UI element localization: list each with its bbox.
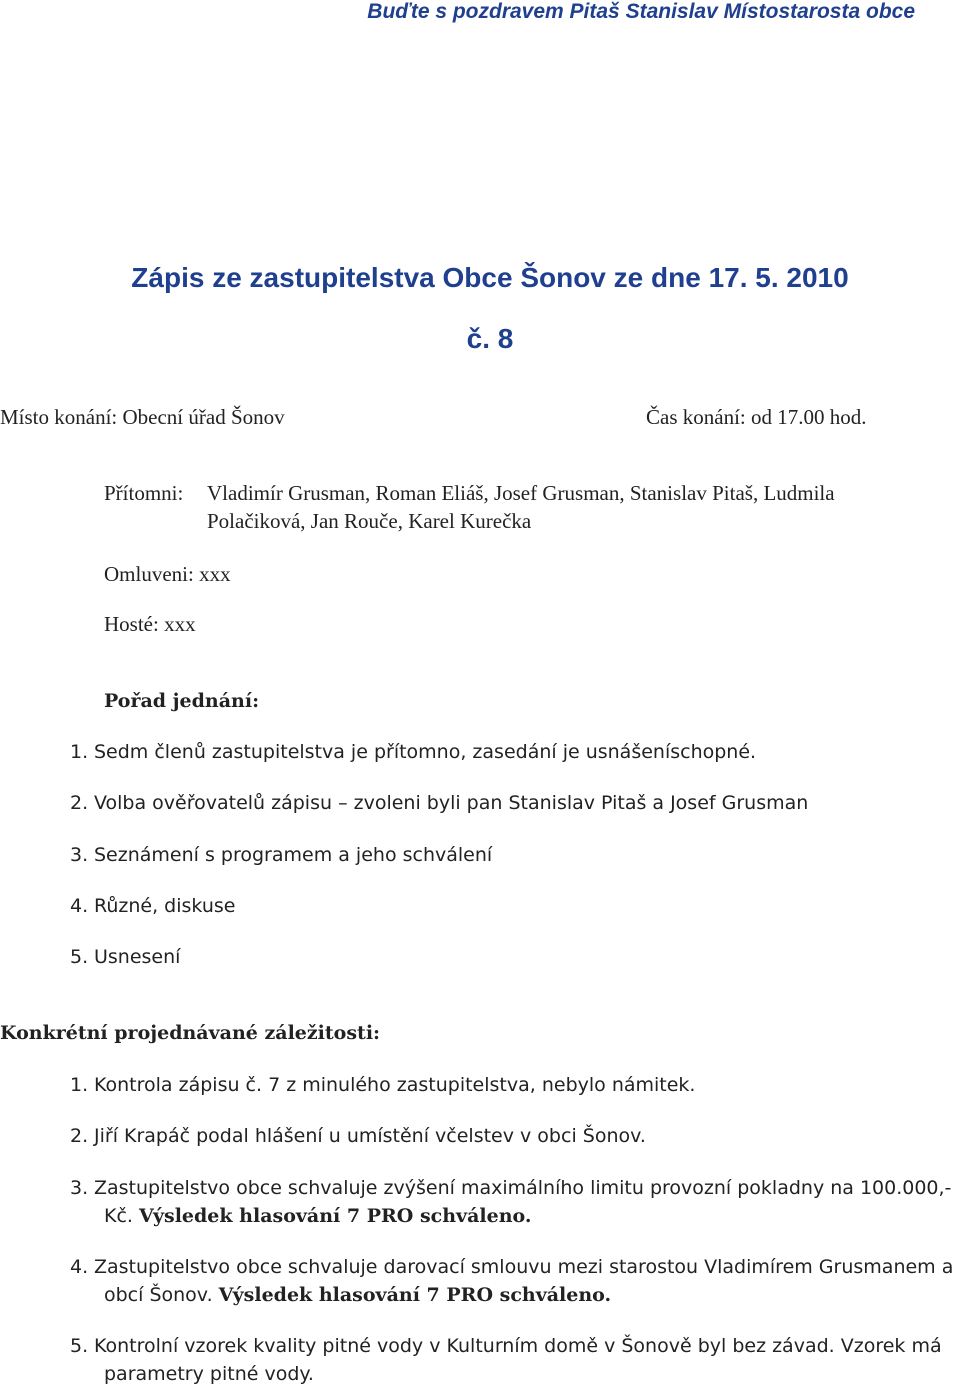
matter-item-number: 4. bbox=[70, 1256, 89, 1278]
vote-result: Výsledek hlasování 7 PRO schváleno. bbox=[139, 1205, 532, 1227]
agenda-item-number: 4. bbox=[70, 895, 89, 917]
matter-item-text: Zastupitelstvo obce schvaluje zvýšení maximálního limitu provozní pokladny na 100.000,- bbox=[94, 1177, 952, 1199]
matter-item-text: Zastupitelstvo obce schvaluje darovací smlouvu mezi starostou Vladimírem Grusmanem a bbox=[94, 1256, 954, 1278]
document-title: Zápis ze zastupitelstva Obce Šonov ze dne 17. 5. 2010 bbox=[131, 262, 849, 293]
present-names-line-2: Polačiková, Jan Rouče, Karel Kurečka bbox=[207, 509, 532, 533]
matter-item bbox=[70, 1125, 646, 1147]
matter-item-number: 2. bbox=[70, 1125, 89, 1147]
agenda-item-number: 2. bbox=[70, 792, 89, 814]
agenda-item-number: 5. bbox=[70, 946, 89, 968]
agenda-item bbox=[70, 844, 492, 866]
closing-greeting: Buďte s pozdravem Pitaš Stanislav Místostarosta obce bbox=[367, 0, 915, 23]
agenda-item bbox=[70, 946, 180, 968]
agenda-item bbox=[70, 741, 756, 763]
agenda-item-number: 3. bbox=[70, 844, 89, 866]
matter-item-text: Jiří Krapáč podal hlášení u umístění včelstev v obci Šonov. bbox=[94, 1125, 646, 1147]
matter-item bbox=[70, 1074, 695, 1096]
matter-item-number: 5. bbox=[70, 1335, 89, 1357]
agenda-item-text: Volba ověřovatelů zápisu – zvoleni byli pan Stanislav Pitaš a Josef Grusman bbox=[94, 792, 809, 814]
matter-item bbox=[70, 1256, 953, 1278]
matter-item-text: Kontrolní vzorek kvality pitné vody v Kulturním domě v Šonově byl bez závad. Vzorek má bbox=[94, 1335, 942, 1357]
matter-item-text: Kontrola zápisu č. 7 z minulého zastupitelstva, nebylo námitek. bbox=[94, 1074, 696, 1096]
meeting-place: Místo konání: Obecní úřad Šonov bbox=[0, 405, 285, 429]
agenda-item-text: Různé, diskuse bbox=[94, 895, 236, 917]
present-names-line-1: Vladimír Grusman, Roman Eliáš, Josef Grusman, Stanislav Pitaš, Ludmila bbox=[207, 481, 835, 505]
matter-item-number: 1. bbox=[70, 1074, 89, 1096]
guests-line: Hosté: xxx bbox=[104, 612, 196, 636]
matters-heading: Konkrétní projednávané záležitosti: bbox=[0, 1022, 381, 1044]
vote-result: Výsledek hlasování 7 PRO schváleno. bbox=[218, 1284, 612, 1306]
agenda-item-text: Sedm členů zastupitelstva je přítomno, zasedání je usnášeníschopné. bbox=[94, 741, 757, 763]
document-number: č. 8 bbox=[466, 323, 514, 354]
agenda-item-number: 1. bbox=[70, 741, 89, 763]
matter-item-text: obcí Šonov. bbox=[104, 1284, 213, 1306]
matter-item bbox=[70, 1177, 951, 1199]
matter-item-number: 3. bbox=[70, 1177, 89, 1199]
meeting-time: Čas konání: od 17.00 hod. bbox=[646, 405, 867, 429]
matter-item-text: parametry pitné vody. bbox=[104, 1363, 314, 1385]
matter-item-continuation bbox=[104, 1363, 314, 1385]
agenda-item-text: Seznámení s programem a jeho schválení bbox=[94, 844, 493, 866]
matter-item-text: Kč. bbox=[104, 1205, 133, 1227]
present-label: Přítomni: bbox=[104, 481, 184, 505]
matter-item-continuation bbox=[104, 1205, 531, 1227]
matter-item bbox=[70, 1335, 942, 1357]
agenda-item-text: Usnesení bbox=[94, 946, 181, 968]
excused-line: Omluveni: xxx bbox=[104, 562, 231, 586]
agenda-item bbox=[70, 792, 808, 814]
agenda-item bbox=[70, 895, 235, 917]
agenda-heading: Pořad jednání: bbox=[104, 690, 260, 712]
matter-item-continuation bbox=[104, 1284, 611, 1306]
